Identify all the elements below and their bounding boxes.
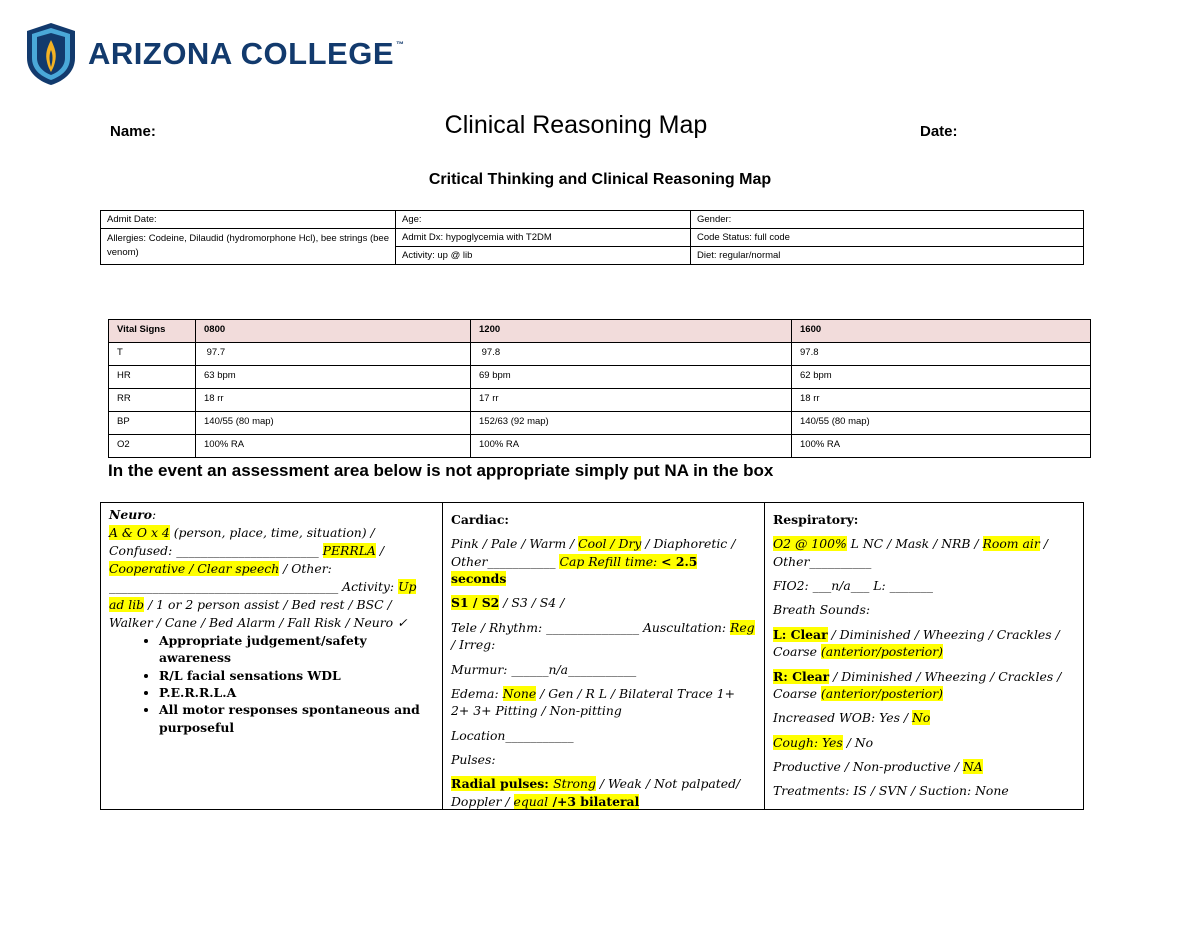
vital-label: HR	[109, 366, 196, 389]
logo-wordmark: ARIZONA COLLEGE ™	[88, 36, 405, 71]
diet-cell: Diet: regular/normal	[691, 247, 1084, 265]
vitals-header: 0800	[196, 320, 471, 343]
perrla-value: PERRLA	[322, 542, 376, 558]
up-ad-lib-value: Up ad lib	[109, 578, 417, 612]
vital-value: 18 rr	[196, 389, 471, 412]
list-item: • Appropriate judgement/safety awareness	[159, 632, 434, 667]
vital-value: 97.7	[196, 343, 471, 366]
vitals-header: Vital Signs	[109, 320, 196, 343]
fio2: FIO2: ___n/a___ L: _______	[773, 578, 934, 594]
neuro-text: (person, place, time, situation) / Confused: _______________________	[109, 524, 375, 558]
neuro-text: / 1 or 2 person assist / Bed rest / BSC / Walker / Cane / Bed Alarm / Fall Risk / Neuro ✓	[109, 596, 408, 630]
location: Location___________	[451, 727, 574, 743]
heart-sounds: S1 / S2 / S3 / S4 /	[451, 595, 565, 611]
cardiac-skin: Pink / Pale / Warm / Cool / Dry / Diaphoretic / Other___________ Cap Refill time: < 2.5 seconds	[451, 536, 736, 587]
neuro-text: /	[375, 542, 384, 558]
page-title: Clinical Reasoning Map	[444, 111, 708, 139]
left-lung: L: Clear / Diminished / Wheezing / Crackles / Coarse (anterior/posterior)	[773, 626, 1060, 660]
vital-signs-table	[108, 319, 1091, 458]
vital-value: 69 bpm	[471, 366, 792, 389]
table-row	[109, 412, 1091, 435]
arizona-college-shield-logo	[26, 22, 76, 86]
cough: Cough: Yes / No	[773, 734, 874, 750]
vital-value: 100% RA	[792, 435, 1091, 458]
vital-label: BP	[109, 412, 196, 435]
code-status-cell: Code Status: full code	[691, 229, 1084, 247]
treatments: Treatments: IS / SVN / Suction: None	[773, 783, 1009, 799]
oxygen: O2 @ 100% L NC / Mask / NRB / Room air / Other__________	[773, 536, 1048, 569]
name-label: Name:	[110, 123, 156, 140]
gender-cell: Gender:	[691, 211, 1084, 229]
cardiac-section	[443, 503, 765, 809]
vitals-header: 1200	[471, 320, 792, 343]
vitals-header: 1600	[792, 320, 1091, 343]
edema: Edema: None / Gen / R L / Bilateral Trace 1+ 2+ 3+ Pitting / Non-pitting	[451, 685, 736, 719]
list-item: • All motor responses spontaneous and purposeful	[159, 701, 434, 736]
vital-value: 18 rr	[792, 389, 1091, 412]
vital-value: 63 bpm	[196, 366, 471, 389]
table-row	[109, 435, 1091, 458]
table-row	[109, 366, 1091, 389]
table-row	[109, 389, 1091, 412]
productive: Productive / Non-productive / NA	[773, 758, 983, 774]
na-instruction: In the event an assessment area below is not appropriate simply put NA in the box	[108, 461, 774, 480]
breath-sounds: Breath Sounds:	[773, 602, 871, 618]
neuro-bullet-list	[109, 632, 434, 736]
vital-value: 62 bpm	[792, 366, 1091, 389]
list-item: • R/L facial sensations WDL	[159, 667, 434, 684]
subtitle: Critical Thinking and Clinical Reasoning Map	[428, 171, 772, 188]
increased-wob: Increased WOB: Yes / No	[773, 710, 931, 726]
vital-value: 100% RA	[471, 435, 792, 458]
cooperative-value: Cooperative / Clear speech	[109, 560, 280, 576]
vital-value: 100% RA	[196, 435, 471, 458]
date-label: Date:	[920, 123, 958, 140]
cardiac-title: Cardiac:	[451, 512, 509, 527]
radial-pulses: Radial pulses: Strong / Weak / Not palpated/ Doppler / equal /+3 bilateral	[451, 776, 741, 809]
vital-value: 17 rr	[471, 389, 792, 412]
respiratory-title: Respiratory:	[773, 512, 859, 527]
neuro-section: Neuro: A & O x 4 (person, place, time, situation) / Confused: _______________________ PERRLA / Cooperative / Clear speech / Other: _____________________________________ Activity: Up ad lib / 1 or 2 person assist / Bed rest / BSC / Walker / Cane / Bed Alarm / Fall Risk / Neuro ✓ • Appropriate judgement/safety awareness • R/L facial sensations WDL • P.E.R.R.L.A • All motor responses spontaneous and purposeful	[101, 503, 443, 809]
murmur: Murmur: ______n/a___________	[451, 661, 637, 677]
neuro-text: / Other: _____________________________________ Activity:	[109, 560, 399, 594]
activity-cell: Activity: up @ lib	[396, 247, 691, 265]
admit-date-cell: Admit Date:	[101, 211, 396, 229]
vital-value: 140/55 (80 map)	[196, 412, 471, 435]
vital-label: O2	[109, 435, 196, 458]
admit-dx-cell: Admit Dx: hypoglycemia with T2DM	[396, 229, 691, 247]
vital-value: 97.8	[471, 343, 792, 366]
patient-info-table	[100, 210, 1084, 265]
aox4-value: A & O x 4	[109, 524, 170, 540]
list-item: • P.E.R.R.L.A	[159, 684, 434, 701]
vital-label: RR	[109, 389, 196, 412]
respiratory-section	[765, 503, 1083, 809]
neuro-title: Neuro	[109, 507, 153, 522]
assessment-table	[100, 502, 1084, 810]
table-row	[109, 343, 1091, 366]
allergies-cell: Allergies: Codeine, Dilaudid (hydromorphone Hcl), bee strings (bee venom)	[101, 229, 396, 265]
vital-label: T	[109, 343, 196, 366]
right-lung: R: Clear / Diminished / Wheezing / Crackles / Coarse (anterior/posterior)	[773, 668, 1062, 701]
vitals-header-row	[109, 320, 1091, 343]
vital-value: 97.8	[792, 343, 1091, 366]
vital-value: 140/55 (80 map)	[792, 412, 1091, 435]
age-cell: Age:	[396, 211, 691, 229]
vital-value: 152/63 (92 map)	[471, 412, 792, 435]
tele-rhythm: Tele / Rhythm: _______________ Auscultation: Reg / Irreg:	[451, 619, 755, 653]
pulses: Pulses:	[451, 751, 496, 767]
